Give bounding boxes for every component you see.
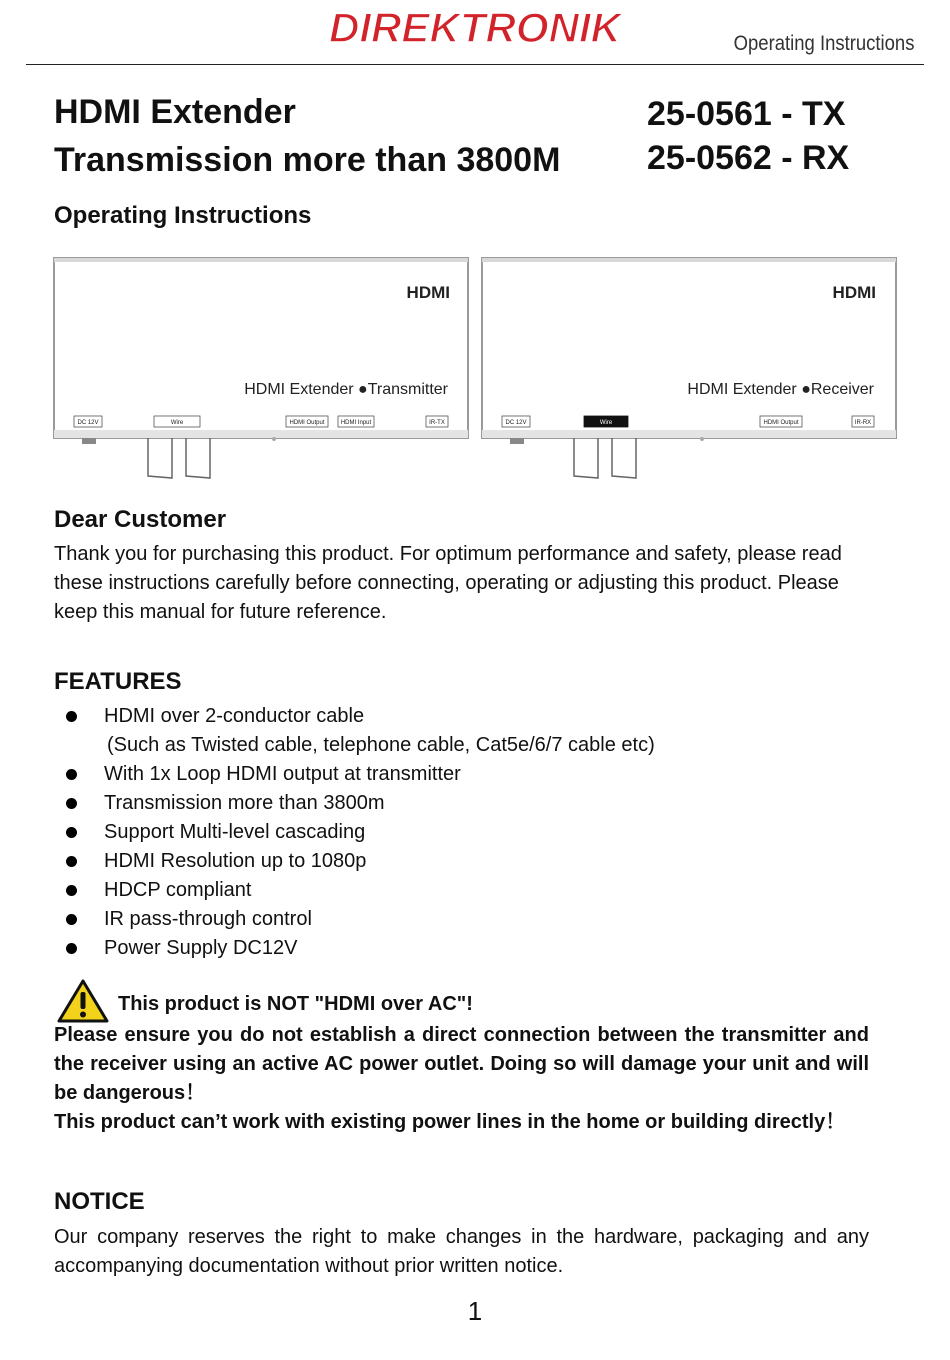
- svg-text:DIREKTRONIK: DIREKTRONIK: [329, 4, 624, 50]
- bullet-icon: [66, 827, 77, 838]
- subtitle: Operating Instructions: [54, 202, 312, 229]
- feature-item: [54, 789, 854, 818]
- bullet-icon: [66, 914, 77, 925]
- title-line-1: HDMI Extender: [54, 93, 296, 131]
- model-numbers: [647, 92, 849, 180]
- feature-text: HDCP compliant: [104, 879, 252, 901]
- bullet-icon: [66, 711, 77, 722]
- tx-port-hdmi-output: HDMI Output: [289, 420, 325, 426]
- bullet-icon: [66, 885, 77, 896]
- warning-heading: This product is NOT "HDMI over AC"!: [118, 993, 473, 1015]
- bullet-icon: [66, 943, 77, 954]
- feature-item: [54, 934, 854, 963]
- feature-item: [54, 876, 854, 905]
- feature-text: Power Supply DC12V: [104, 937, 298, 959]
- feature-text: Support Multi-level cascading: [104, 821, 366, 843]
- warning-triangle-icon: [56, 978, 110, 1024]
- receiver-unit: [482, 258, 896, 478]
- feature-text: HDMI over 2-conductor cable: [104, 705, 365, 727]
- page-title: [54, 88, 560, 184]
- feature-text: Transmission more than 3800m: [104, 792, 385, 814]
- rx-port-dc12v: DC 12V: [505, 420, 527, 426]
- features-heading: FEATURES: [54, 668, 182, 695]
- feature-item: [54, 702, 854, 760]
- dear-customer-text: Thank you for purchasing this product. For optimum performance and safety, please read these instructions carefully before connecting, operating or adjusting this product. Please keep this manual for future reference.: [54, 543, 842, 623]
- feature-subtext: (Such as Twisted cable, telephone cable, Cat5e/6/7 cable etc): [107, 734, 655, 756]
- feature-item: [54, 818, 854, 847]
- title-line-2: Transmission more than 3800M: [54, 141, 561, 179]
- rx-port-ir-rx: IR-RX: [854, 420, 872, 426]
- notice-heading: NOTICE: [54, 1188, 145, 1215]
- notice-text: Our company reserves the right to make changes in the hardware, packaging and any accompanying documentation without prior written notice.: [54, 1226, 869, 1277]
- rx-unit-label: HDMI Extender ●Receiver: [687, 381, 874, 398]
- feature-item: [54, 760, 854, 789]
- model-rx: 25-0562 - RX: [647, 139, 850, 177]
- tx-port-ir-tx: IR-TX: [429, 420, 445, 426]
- bullet-icon: [66, 856, 77, 867]
- transmitter-unit: [54, 258, 468, 478]
- warning-body: [54, 1021, 869, 1137]
- tx-port-hdmi-input: HDMI Input: [340, 420, 372, 426]
- feature-text: HDMI Resolution up to 1080p: [104, 850, 367, 872]
- tx-port-wire: Wire: [170, 420, 184, 426]
- header-doc-label: Operating Instructions: [733, 32, 914, 55]
- direktronik-logo: [325, 2, 625, 50]
- feature-text: IR pass-through control: [104, 908, 312, 930]
- page-number: 1: [467, 1296, 483, 1326]
- warning-paragraph-2: This product can’t work with existing power lines in the home or building directly！: [54, 1111, 846, 1133]
- warning-paragraph-1: Please ensure you do not establish a direct connection between the transmitter and the receiver using an active AC power outlet. Doing so will damage your unit and will be dangerous！: [54, 1024, 869, 1104]
- tx-unit-label: HDMI Extender ●Transmitter: [244, 381, 448, 398]
- model-tx: 25-0561 - TX: [647, 95, 846, 133]
- header-divider: [26, 64, 924, 65]
- rx-port-wire: Wire: [599, 420, 613, 426]
- feature-item: [54, 847, 854, 876]
- dear-customer-heading: Dear Customer: [54, 506, 227, 533]
- features-list: [54, 702, 854, 963]
- feature-item: [54, 905, 854, 934]
- rx-port-hdmi-output: HDMI Output: [763, 420, 799, 426]
- rx-hdmi-logo: HDMI: [832, 283, 876, 302]
- bullet-icon: [66, 798, 77, 809]
- feature-text: With 1x Loop HDMI output at transmitter: [104, 763, 461, 785]
- product-illustration: [52, 252, 904, 488]
- tx-port-dc12v: DC 12V: [77, 420, 99, 426]
- tx-hdmi-logo: HDMI: [406, 283, 450, 302]
- bullet-icon: [66, 769, 77, 780]
